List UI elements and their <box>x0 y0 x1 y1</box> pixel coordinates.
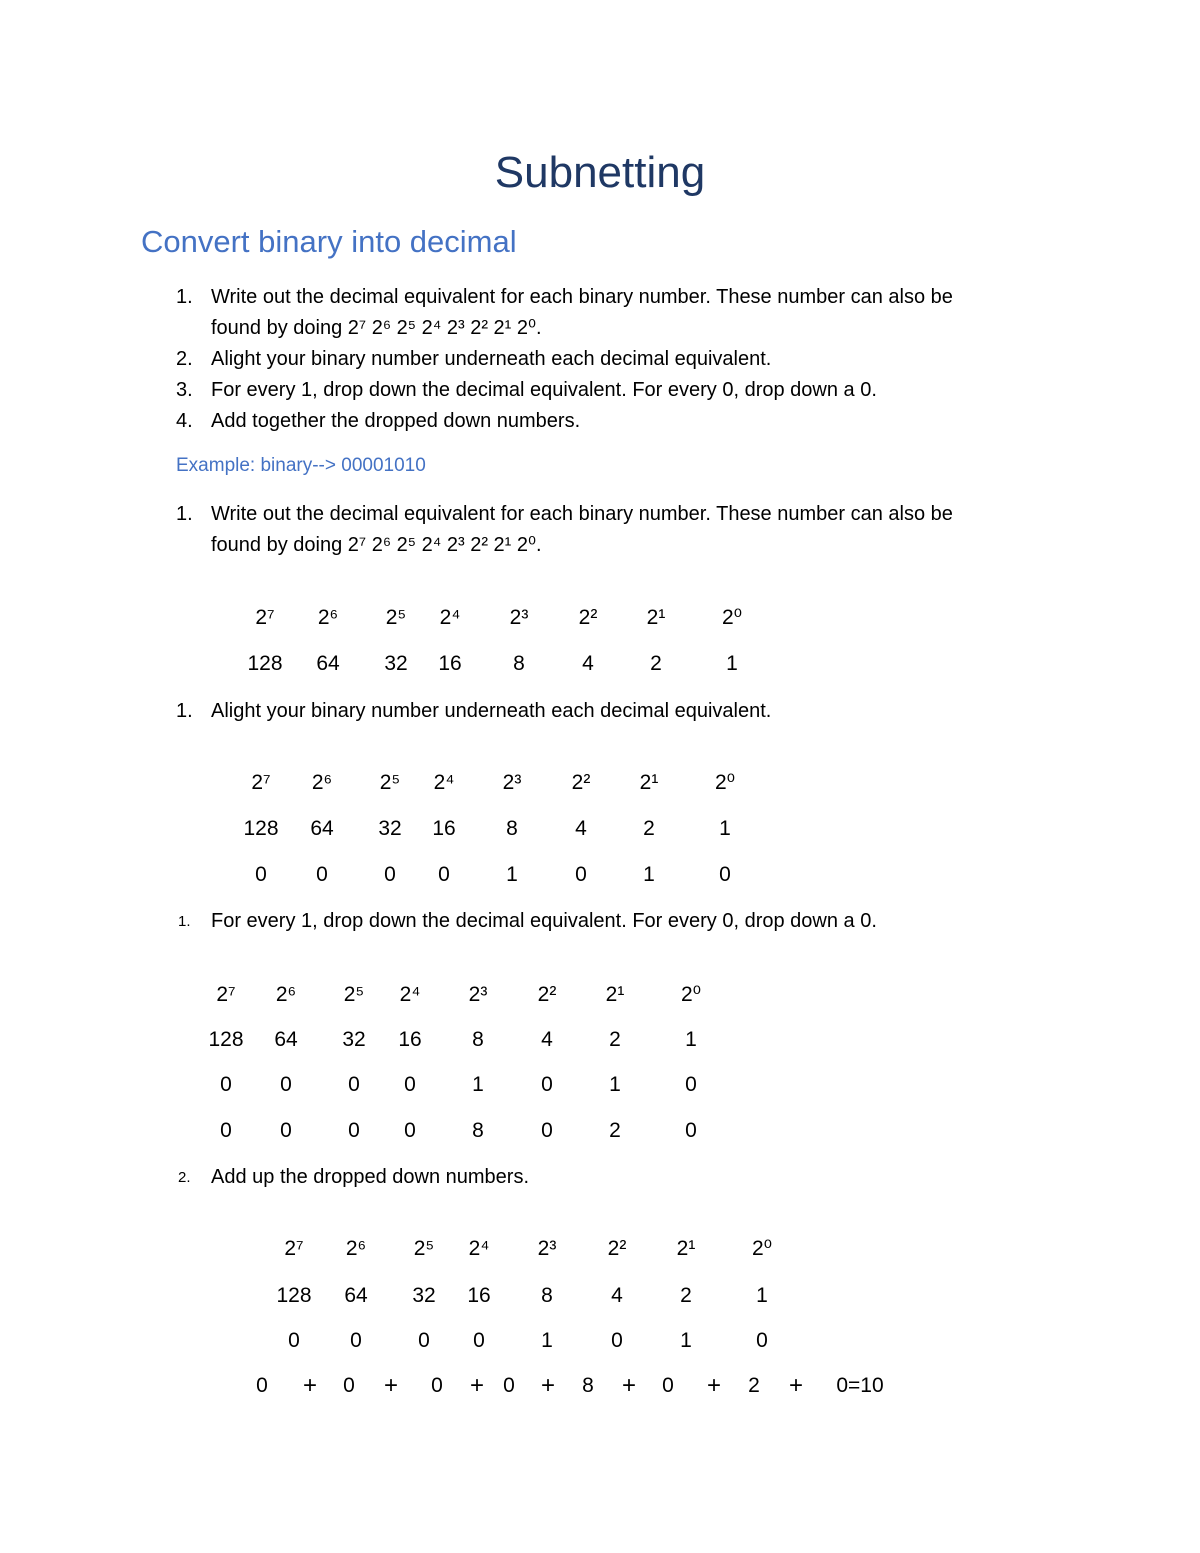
example-label: Example: binary--> 00001010 <box>176 455 426 476</box>
table-d-decimals-cell: 64 <box>344 1284 368 1307</box>
table-b-powers-cell: 2⁶ <box>311 771 333 794</box>
intro-step-2-number: 2. <box>176 348 193 370</box>
table-d-powers-cell: 2⁰ <box>751 1237 773 1260</box>
table-c-dropped-cell: 8 <box>472 1119 484 1142</box>
example-step-3-number: 1. <box>178 913 191 930</box>
table-b-decimals-cell: 64 <box>310 817 334 840</box>
page-title: Subnetting <box>494 148 706 197</box>
example-step-3-text: For every 1, drop down the decimal equivalent. For every 0, drop down a 0. <box>211 910 877 932</box>
table-d-bits-cell: 0 <box>611 1329 623 1352</box>
table-d-powers-cell: 2⁴ <box>468 1237 490 1260</box>
table-b-decimals-cell: 32 <box>378 817 402 840</box>
table-c-bits-cell: 1 <box>609 1073 621 1096</box>
intro-step-1-text: Write out the decimal equivalent for each binary number. These number can also be <box>211 286 953 308</box>
table-c-dropped-cell: 0 <box>404 1119 416 1142</box>
table-c-decimals-cell: 64 <box>274 1028 298 1051</box>
table-c-bits-cell: 1 <box>472 1073 484 1096</box>
intro-step-1-number: 1. <box>176 286 193 308</box>
table-c-dropped-cell: 0 <box>348 1119 360 1142</box>
table-b-decimals-cell: 128 <box>243 817 279 840</box>
table-d-decimals-cell: 2 <box>680 1284 692 1307</box>
table-c-bits-cell: 0 <box>280 1073 292 1096</box>
table-d-powers-cell: 2² <box>607 1237 627 1260</box>
table-a-powers-cell: 2⁵ <box>385 606 407 629</box>
table-d-bits-cell: 1 <box>680 1329 692 1352</box>
table-b-bits-cell: 1 <box>506 863 518 886</box>
table-c-bits-cell: 0 <box>685 1073 697 1096</box>
sum-term: 0=10 <box>836 1374 884 1397</box>
table-c-powers-cell: 2² <box>537 983 557 1006</box>
example-step-4-text: Add up the dropped down numbers. <box>211 1166 529 1188</box>
intro-step-4-text: Add together the dropped down numbers. <box>211 410 581 432</box>
table-d-powers-cell: 2¹ <box>676 1237 696 1260</box>
table-d-bits-cell: 0 <box>756 1329 768 1352</box>
sum-plus-sign: + <box>469 1372 485 1399</box>
table-b-powers-cell: 2⁵ <box>379 771 401 794</box>
table-b-decimals-cell: 8 <box>506 817 518 840</box>
table-d-decimals-cell: 8 <box>541 1284 553 1307</box>
table-c-decimals-cell: 128 <box>208 1028 244 1051</box>
table-b-powers-cell: 2² <box>571 771 591 794</box>
table-c-decimals-cell: 4 <box>541 1028 553 1051</box>
table-a-decimals-cell: 32 <box>384 652 408 675</box>
section-heading: Convert binary into decimal <box>141 224 517 259</box>
table-b-powers-cell: 2³ <box>502 771 522 794</box>
table-d-decimals-cell: 1 <box>756 1284 768 1307</box>
table-b-bits-cell: 1 <box>643 863 655 886</box>
table-c-bits-cell: 0 <box>348 1073 360 1096</box>
example-step-1-number: 1. <box>176 503 193 525</box>
table-a-powers-cell: 2² <box>578 606 598 629</box>
table-c-decimals-cell: 1 <box>685 1028 697 1051</box>
table-d-powers-cell: 2³ <box>537 1237 557 1260</box>
table-c-decimals-cell: 8 <box>472 1028 484 1051</box>
sum-term: 0 <box>343 1374 355 1397</box>
table-c-powers-cell: 2⁷ <box>216 983 236 1006</box>
table-c-dropped-cell: 0 <box>541 1119 553 1142</box>
intro-step-3-text: For every 1, drop down the decimal equivalent. For every 0, drop down a 0. <box>211 379 877 401</box>
intro-step-1-continuation: found by doing 2⁷ 2⁶ 2⁵ 2⁴ 2³ 2² 2¹ 2⁰. <box>211 317 542 339</box>
table-b-powers-cell: 2⁷ <box>251 771 271 794</box>
table-b-decimals-cell: 4 <box>575 817 587 840</box>
table-c-powers-cell: 2⁶ <box>275 983 297 1006</box>
table-d-decimals-cell: 128 <box>276 1284 312 1307</box>
sum-plus-sign: + <box>706 1372 722 1399</box>
table-c-dropped-cell: 0 <box>685 1119 697 1142</box>
table-c-powers-cell: 2⁴ <box>399 983 421 1006</box>
example-step-2-text: Alight your binary number underneath each decimal equivalent. <box>211 700 772 722</box>
table-a-powers-cell: 2⁴ <box>439 606 461 629</box>
table-c-powers-cell: 2⁵ <box>343 983 365 1006</box>
sum-term: 0 <box>503 1374 515 1397</box>
table-b-decimals-cell: 16 <box>432 817 456 840</box>
example-step-1-text: Write out the decimal equivalent for each binary number. These number can also be <box>211 503 953 525</box>
table-d-bits-cell: 0 <box>418 1329 430 1352</box>
example-step-1-continuation: found by doing 2⁷ 2⁶ 2⁵ 2⁴ 2³ 2² 2¹ 2⁰. <box>211 534 542 556</box>
table-b-bits-cell: 0 <box>438 863 450 886</box>
sum-plus-sign: + <box>621 1372 637 1399</box>
sum-plus-sign: + <box>383 1372 399 1399</box>
table-a-decimals-cell: 1 <box>726 652 738 675</box>
table-d-powers-cell: 2⁶ <box>345 1237 367 1260</box>
table-a-powers-cell: 2¹ <box>646 606 666 629</box>
table-b-decimals-cell: 2 <box>643 817 655 840</box>
table-c-decimals-cell: 16 <box>398 1028 422 1051</box>
table-d-bits-cell: 0 <box>350 1329 362 1352</box>
table-a-decimals-cell: 8 <box>513 652 525 675</box>
sum-term: 0 <box>256 1374 268 1397</box>
table-b-bits-cell: 0 <box>316 863 328 886</box>
sum-term: 0 <box>431 1374 443 1397</box>
table-d-bits-cell: 0 <box>288 1329 300 1352</box>
table-a-powers-cell: 2³ <box>509 606 529 629</box>
table-c-powers-cell: 2³ <box>468 983 488 1006</box>
table-c-powers-cell: 2¹ <box>605 983 625 1006</box>
example-step-4-number: 2. <box>178 1169 191 1186</box>
table-c-decimals-cell: 32 <box>342 1028 366 1051</box>
table-a-decimals-cell: 16 <box>438 652 462 675</box>
table-c-decimals-cell: 2 <box>609 1028 621 1051</box>
table-c-dropped-cell: 0 <box>280 1119 292 1142</box>
table-b-powers-cell: 2⁴ <box>433 771 455 794</box>
sum-term: 0 <box>662 1374 674 1397</box>
table-d-decimals-cell: 16 <box>467 1284 491 1307</box>
table-c-dropped-cell: 2 <box>609 1119 621 1142</box>
table-d-decimals-cell: 4 <box>611 1284 623 1307</box>
sum-plus-sign: + <box>788 1372 804 1399</box>
table-d-bits-cell: 1 <box>541 1329 553 1352</box>
table-b-powers-cell: 2¹ <box>639 771 659 794</box>
sum-plus-sign: + <box>540 1372 556 1399</box>
table-b-bits-cell: 0 <box>575 863 587 886</box>
table-c-bits-cell: 0 <box>541 1073 553 1096</box>
table-b-decimals-cell: 1 <box>719 817 731 840</box>
intro-step-4-number: 4. <box>176 410 193 432</box>
table-d-decimals-cell: 32 <box>412 1284 436 1307</box>
table-a-decimals-cell: 4 <box>582 652 594 675</box>
sum-plus-sign: + <box>302 1372 318 1399</box>
table-d-powers-cell: 2⁷ <box>284 1237 304 1260</box>
table-c-bits-cell: 0 <box>220 1073 232 1096</box>
table-a-decimals-cell: 128 <box>247 652 283 675</box>
table-d-bits-cell: 0 <box>473 1329 485 1352</box>
table-b-powers-cell: 2⁰ <box>714 771 736 794</box>
table-b-bits-cell: 0 <box>255 863 267 886</box>
table-c-bits-cell: 0 <box>404 1073 416 1096</box>
table-c-powers-cell: 2⁰ <box>680 983 702 1006</box>
sum-term: 8 <box>582 1374 594 1397</box>
intro-step-3-number: 3. <box>176 379 193 401</box>
intro-step-2-text: Alight your binary number underneath each decimal equivalent. <box>211 348 772 370</box>
table-a-powers-cell: 2⁰ <box>721 606 743 629</box>
example-step-2-number: 1. <box>176 700 193 722</box>
sum-term: 2 <box>748 1374 760 1397</box>
table-a-decimals-cell: 2 <box>650 652 662 675</box>
table-b-bits-cell: 0 <box>719 863 731 886</box>
table-a-powers-cell: 2⁶ <box>317 606 339 629</box>
table-a-powers-cell: 2⁷ <box>255 606 275 629</box>
table-a-decimals-cell: 64 <box>316 652 340 675</box>
table-b-bits-cell: 0 <box>384 863 396 886</box>
table-c-dropped-cell: 0 <box>220 1119 232 1142</box>
table-d-powers-cell: 2⁵ <box>413 1237 435 1260</box>
